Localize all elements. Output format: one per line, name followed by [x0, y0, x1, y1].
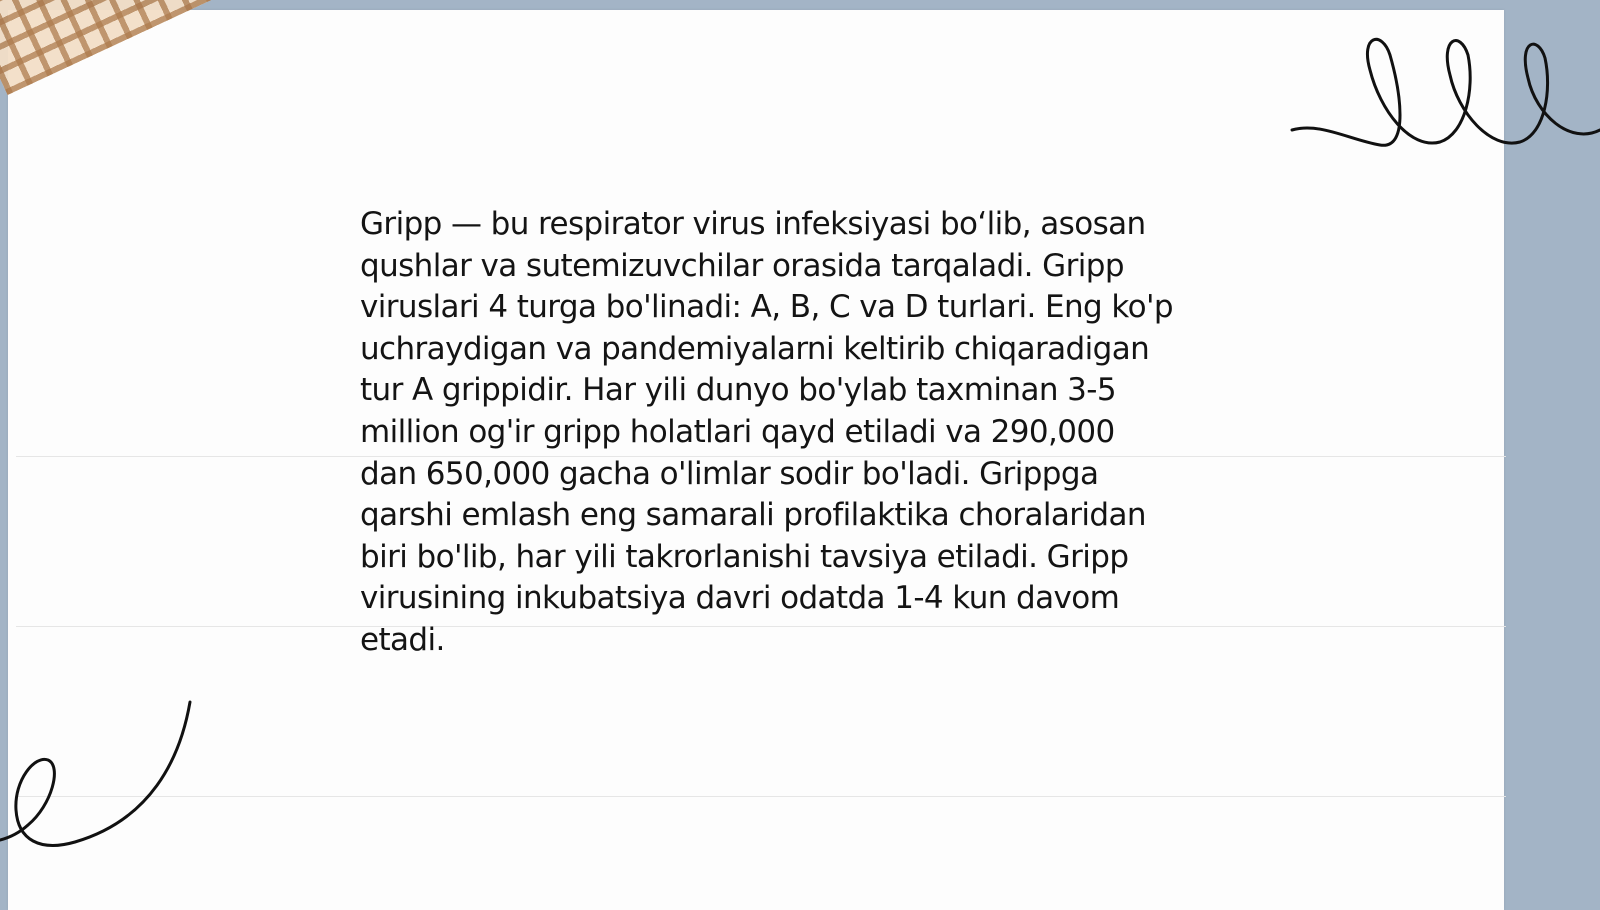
loop-scribble-icon — [1290, 30, 1600, 170]
paragraph-line: qushlar va sutemizuvchilar orasida tarqaladi. Gripp — [360, 247, 1124, 284]
paragraph-line: biri bo'lib, har yili takrorlanishi tavsiya etiladi. Gripp — [360, 538, 1129, 575]
paragraph-line: dan 650,000 gacha o'limlar sodir bo'ladi. Grippga — [360, 455, 1099, 492]
loop-swoosh-icon — [0, 690, 200, 850]
paragraph-line: uchraydigan va pandemiyalarni keltirib chiqaradigan — [360, 330, 1150, 367]
paragraph-line: qarshi emlash eng samarali profilaktika choralaridan — [360, 497, 1146, 534]
paragraph-line: viruslari 4 turga bo'linadi: A, B, C va D turlari. Eng ko'p — [360, 289, 1173, 326]
paragraph-line: million og'ir gripp holatlari qayd etiladi va 290,000 — [360, 413, 1115, 450]
paragraph-line: tur A grippidir. Har yili dunyo bo'ylab taxminan 3-5 — [360, 372, 1116, 409]
paragraph-line: etadi. — [360, 621, 445, 658]
flu-info-paragraph — [360, 204, 1260, 662]
paper-rule-line — [16, 796, 1506, 797]
paragraph-line: Gripp — bu respirator virus infeksiyasi bo‘lib, asosan — [360, 206, 1146, 242]
paragraph-line: virusining inkubatsiya davri odatda 1-4 kun davom — [360, 580, 1120, 617]
